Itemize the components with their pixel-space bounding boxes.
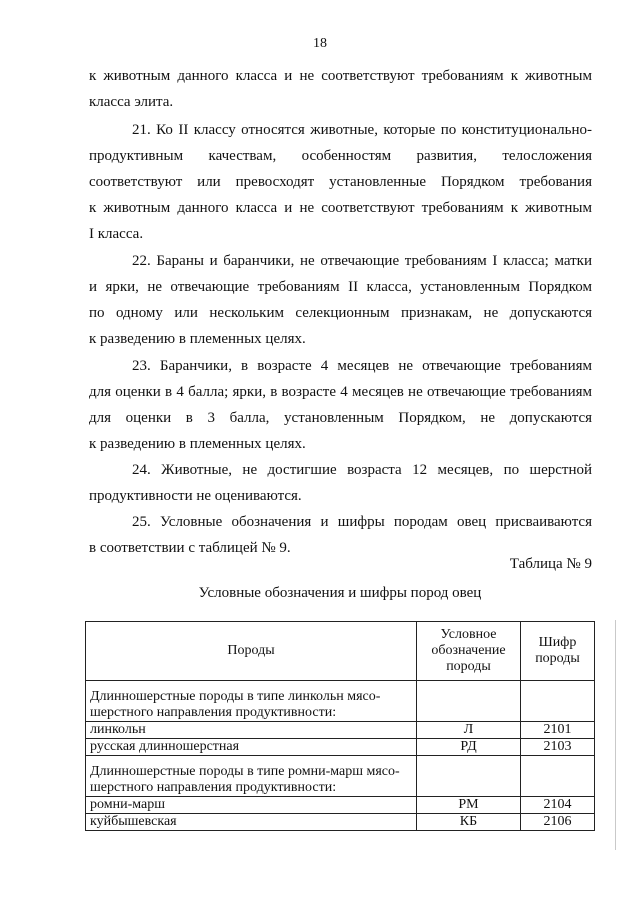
paragraph-22 <box>89 248 592 352</box>
text-line: для оценки в 4 балла; ярки, в возрасте 4 месяцев не отвечающие требованиям <box>89 384 592 400</box>
table-row <box>86 739 595 756</box>
header-cipher: Шифр породы <box>521 622 595 681</box>
breed-code: РД <box>417 739 521 756</box>
text-line: 25. Условные обозначения и шифры породам овец присваиваются <box>132 514 592 530</box>
breed-code: Л <box>417 722 521 739</box>
breed-cipher: 2104 <box>521 797 595 814</box>
page-number: 18 <box>313 36 327 51</box>
breed-name: линкольн <box>86 722 417 739</box>
breed-code: РМ <box>417 797 521 814</box>
table-row <box>86 797 595 814</box>
table-label: Таблица № 9 <box>509 556 592 572</box>
text-line: для оценки в 3 балла, установленным Порядком, не допускаются <box>89 410 592 426</box>
table-header-row <box>86 622 595 681</box>
text-line: к разведению в племенных целях. <box>89 331 306 347</box>
group-row <box>86 756 595 797</box>
text-line: 23. Баранчики, в возрасте 4 месяцев не отвечающие требованиям <box>132 358 592 374</box>
header-code: Условное обозначение породы <box>417 622 521 681</box>
paragraph-23 <box>89 353 592 457</box>
scan-edge-mark <box>615 620 616 850</box>
paragraph-21 <box>89 117 592 247</box>
empty-cell <box>521 756 595 797</box>
text-line: класса элита. <box>89 94 174 110</box>
breed-code: КБ <box>417 814 521 831</box>
breed-cipher: 2101 <box>521 722 595 739</box>
text-line: 22. Бараны и баранчики, не отвечающие требованиям I класса; матки <box>132 253 592 269</box>
text-line: к разведению в племенных целях. <box>89 436 306 452</box>
header-breeds: Породы <box>86 622 417 681</box>
text-line: в соответствии с таблицей № 9. <box>89 540 291 556</box>
table-row <box>86 722 595 739</box>
text-line: по одному или нескольким селекционным признакам, не допускаются <box>89 305 592 321</box>
text-line: к животным данного класса и не соответствуют требованиям к животным <box>89 68 592 84</box>
paragraph-continuation <box>89 63 592 115</box>
paragraph-25 <box>89 509 592 561</box>
breed-name: куйбышевская <box>86 814 417 831</box>
text-line: 21. Ко II классу относятся животные, которые по конституционально- <box>132 122 592 138</box>
breed-cipher: 2106 <box>521 814 595 831</box>
text-line: продуктивности не оцениваются. <box>89 488 302 504</box>
text-line: к животным данного класса и не соответствуют требованиям к животным <box>89 200 592 216</box>
text-line: I класса. <box>89 226 144 242</box>
breeds-table <box>85 621 595 831</box>
text-line: продуктивным качествам, особенностям развития, телосложения <box>89 148 592 164</box>
breed-name: русская длинношерстная <box>86 739 417 756</box>
text-line: и ярки, не отвечающие требованиям II класса, установленным Порядком <box>89 279 592 295</box>
breed-cipher: 2103 <box>521 739 595 756</box>
table-title: Условные обозначения и шифры пород овец <box>198 585 482 601</box>
text-line: 24. Животные, не достигшие возраста 12 месяцев, по шерстной <box>132 462 592 478</box>
group-row <box>86 681 595 722</box>
group-title: Длинношерстные породы в типе линкольн мясо-шерстного направления продуктивности: <box>86 681 417 722</box>
empty-cell <box>417 756 521 797</box>
paragraph-24 <box>89 457 592 509</box>
empty-cell <box>417 681 521 722</box>
empty-cell <box>521 681 595 722</box>
table-row <box>86 814 595 831</box>
breed-name: ромни-марш <box>86 797 417 814</box>
text-line: соответствуют или превосходят установленные Порядком требования <box>89 174 592 190</box>
group-title: Длинношерстные породы в типе ромни-марш мясо-шерстного направления продуктивности: <box>86 756 417 797</box>
